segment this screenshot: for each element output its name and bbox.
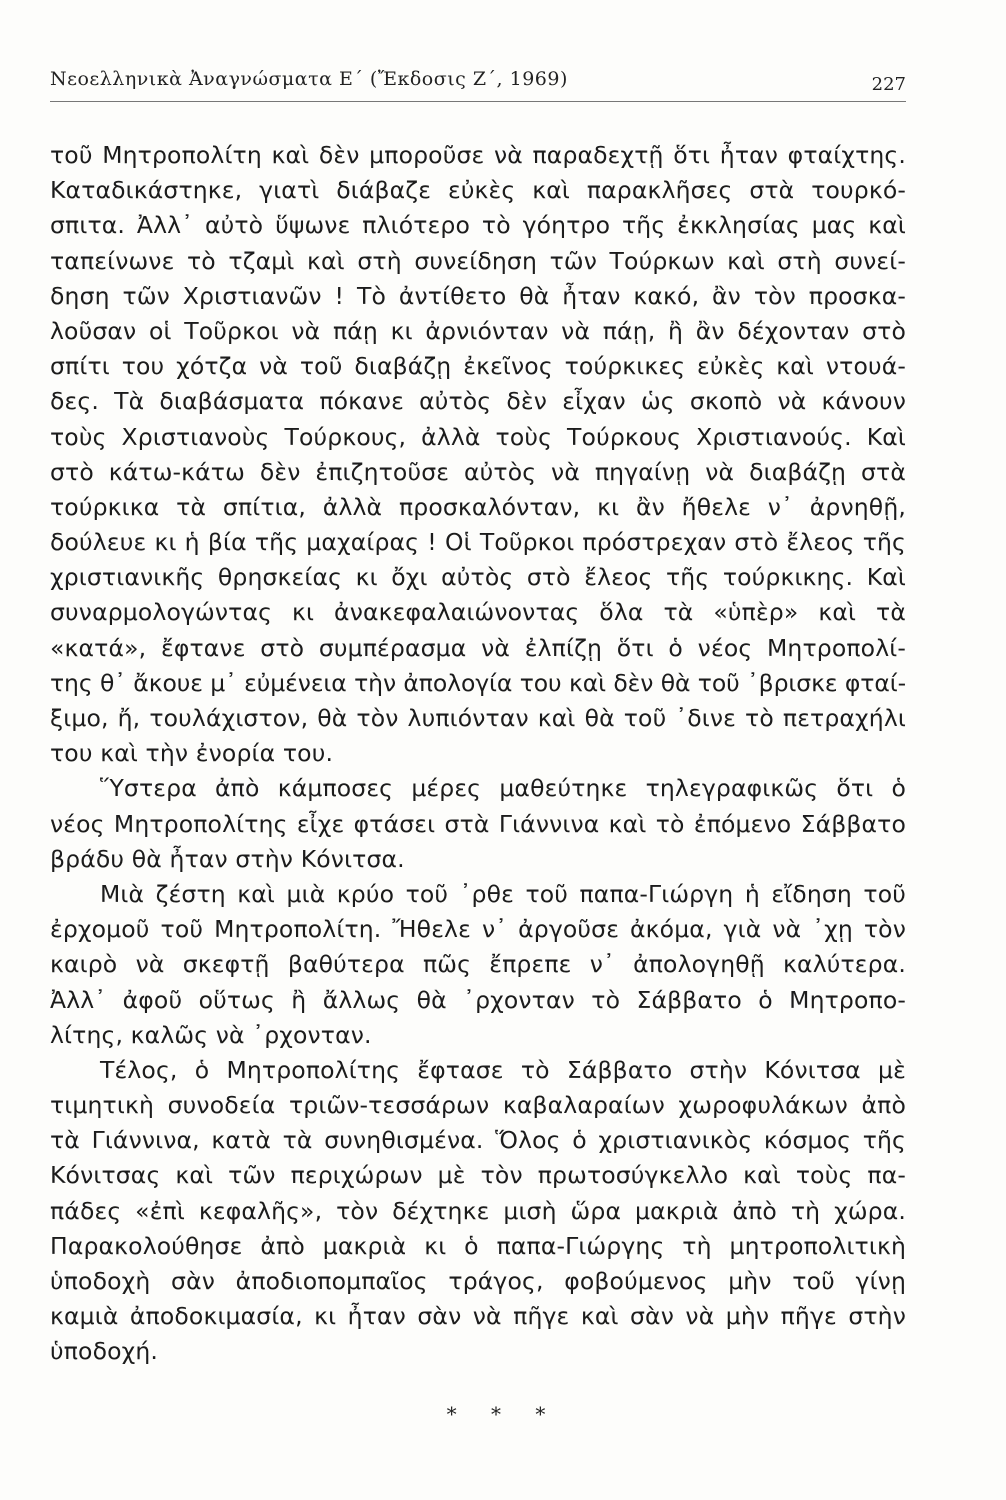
text-line: Κόνιτσας καὶ τῶν περιχώρων μὲ τὸν πρωτοσύγκελλο καὶ τοὺς πα- <box>50 1161 906 1190</box>
text-line: τοὺς Χριστιανοὺς Τούρκους, ἀλλὰ τοὺς Τούρκους Χριστιανούς. Καὶ <box>50 422 906 451</box>
text-line: καμιὰ ἀποδοκιμασία, κι ἦταν σὰν νὰ πῆγε καὶ σὰν νὰ μὴν πῆγε στὴν <box>50 1302 906 1331</box>
text-line: Μιὰ ζέστη καὶ μιὰ κρύο τοῦ ᾽ρθε τοῦ παπα-Γιώργη ἡ εἴδηση τοῦ <box>100 879 906 908</box>
text-line: καιρὸ νὰ σκεφτῇ βαθύτερα πῶς ἔπρεπε ν᾽ ἀπολογηθῇ καλύτερα. <box>50 950 906 979</box>
paragraph <box>50 877 906 1053</box>
text-line: ἐρχομοῦ τοῦ Μητροπολίτη. Ἤθελε ν᾽ ἀργοῦσε ἀκόμα, γιὰ νὰ ᾽χῃ τὸν <box>50 915 906 944</box>
text-line: «κατά», ἔφτανε στὸ συμπέρασμα νὰ ἐλπίζῃ ὅτι ὁ νέος Μητροπολί- <box>50 633 906 662</box>
text-line: Ὕστερα ἀπὸ κάμποσες μέρες μαθεύτηκε τηλεγραφικῶς ὅτι ὁ <box>100 774 906 803</box>
paragraph <box>50 138 906 771</box>
running-header <box>50 62 906 98</box>
text-line: τὰ Γιάννινα, κατὰ τὰ συνηθισμένα. Ὅλος ὁ χριστιανικὸς κόσμος τῆς <box>50 1126 906 1155</box>
text-line: λοῦσαν οἱ Τοῦρκοι νὰ πάῃ κι ἀρνιόνταν νὰ πάῃ, ἢ ἂν δέχονταν στὸ <box>50 316 906 345</box>
text-line: σπίτι του χότζα νὰ τοῦ διαβάζῃ ἐκεῖνος τούρκικες εὐκὲς καὶ ντουά- <box>50 352 906 381</box>
text-line: νέος Μητροπολίτης εἶχε φτάσει στὰ Γιάννινα καὶ τὸ ἐπόμενο Σάββατο <box>50 809 906 838</box>
text-line: ὑποδοχή. <box>50 1337 159 1366</box>
text-line: Ἀλλ᾽ ἀφοῦ οὕτως ἢ ἄλλως θὰ ᾽ρχονταν τὸ Σάββατο ὁ Μητροπο- <box>50 985 906 1014</box>
text-line: βράδυ θὰ ἦταν στὴν Κόνιτσα. <box>50 844 405 873</box>
running-header-title: Νεοελληνικὰ Ἀναγνώσματα Ε΄ (Ἔκδοσις Ζ΄, 1969) <box>50 68 568 90</box>
body-text <box>50 138 906 1370</box>
header-rule <box>50 101 906 102</box>
text-line: Τέλος, ὁ Μητροπολίτης ἔφτασε τὸ Σάββατο στὴν Κόνιτσα μὲ <box>100 1055 906 1084</box>
text-line: ταπείνωνε τὸ τζαμὶ καὶ στὴ συνείδηση τῶν Τούρκων καὶ στὴ συνεί- <box>50 246 906 275</box>
text-line: λίτης, καλῶς νὰ ᾽ρχονταν. <box>50 1020 372 1049</box>
text-line: ὑποδοχὴ σὰν ἀποδιοπομπαῖος τράγος, φοβούμενος μὴν τοῦ γίνῃ <box>50 1267 906 1295</box>
text-line: του καὶ τὴν ἐνορία του. <box>50 739 334 768</box>
text-line: στὸ κάτω-κάτω δὲν ἐπιζητοῦσε αὐτὸς νὰ πηγαίνῃ νὰ διαβάζῃ στὰ <box>50 457 906 486</box>
text-line: δούλευε κι ἡ βία τῆς μαχαίρας ! Οἱ Τοῦρκοι πρόστρεχαν στὸ ἔλεος τῆς <box>50 528 906 557</box>
text-line: συναρμολογώντας κι ἀνακεφαλαιώνοντας ὅλα τὰ «ὑπὲρ» καὶ τὰ <box>50 598 906 627</box>
text-line: δες. Τὰ διαβάσματα πόκανε αὐτὸς δὲν εἶχαν ὡς σκοπὸ νὰ κάνουν <box>50 387 906 416</box>
section-ornament: * * * <box>446 1402 560 1426</box>
text-line: ξιμο, ἤ, τουλάχιστον, θὰ τὸν λυπιόνταν καὶ θὰ τοῦ ᾽δινε τὸ πετραχήλι <box>50 704 906 732</box>
text-line: τούρκικα τὰ σπίτια, ἀλλὰ προσκαλόνταν, κι ἂν ἤθελε ν᾽ ἀρνηθῇ, <box>50 492 906 521</box>
text-line: Καταδικάστηκε, γιατὶ διάβαζε εὐκὲς καὶ παρακλῆσες στὰ τουρκό- <box>50 176 906 205</box>
text-line: σπιτα. Ἀλλ᾽ αὐτὸ ὕψωνε πλιότερο τὸ γόητρο τῆς ἐκκλησίας μας καὶ <box>50 211 906 240</box>
paragraph <box>50 771 906 877</box>
text-line: δηση τῶν Χριστιανῶν ! Τὸ ἀντίθετο θὰ ἦταν κακό, ἂν τὸν προσκα- <box>50 281 906 310</box>
text-line: της θ᾽ ἄκουε μ᾽ εὐμένεια τὴν ἀπολογία του καὶ δὲν θὰ τοῦ ᾽βρισκε φταί- <box>50 668 906 697</box>
text-line: τιμητικὴ συνοδεία τριῶν-τεσσάρων καβαλαραίων χωροφυλάκων ἀπὸ <box>50 1091 906 1120</box>
text-line: τοῦ Μητροπολίτη καὶ δὲν μποροῦσε νὰ παραδεχτῇ ὅτι ἦταν φταίχτης. <box>50 141 906 169</box>
text-line: πάδες «ἐπὶ κεφαλῆς», τὸν δέχτηκε μισὴ ὥρα μακριὰ ἀπὸ τὴ χώρα. <box>50 1196 906 1225</box>
text-line: Παρακολούθησε ἀπὸ μακριὰ κι ὁ παπα-Γιώργης τὴ μητροπολιτικὴ <box>50 1231 906 1260</box>
page-number: 227 <box>871 74 906 95</box>
paragraph <box>50 1053 906 1370</box>
text-line: χριστιανικῆς θρησκείας κι ὄχι αὐτὸς στὸ ἔλεος τῆς τούρκικης. Καὶ <box>50 563 906 592</box>
